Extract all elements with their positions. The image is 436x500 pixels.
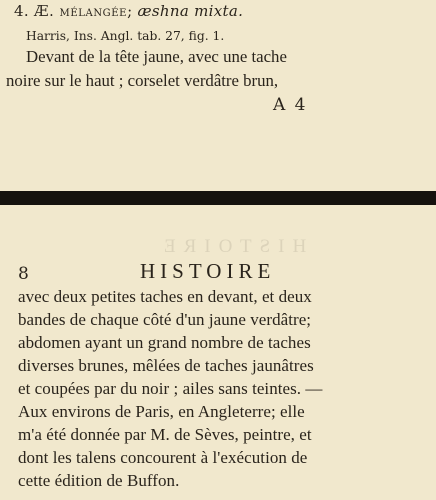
- text-line: avec deux petites taches en devant, et deux: [18, 287, 312, 306]
- text-line: Devant de la tête jaune, avec une tache: [26, 47, 287, 66]
- signature-mark: A 4: [273, 95, 308, 115]
- text-line: noire sur le haut ; corselet verdâtre brun,: [6, 71, 279, 90]
- text-line: abdomen ayant un grand nombre de taches: [18, 333, 311, 352]
- page-divider: [0, 191, 436, 205]
- entry-latin-name: æshna mixta.: [137, 2, 244, 20]
- text-line: dont les talens concourent à l'exécution de: [18, 448, 308, 467]
- text-line: et coupées par du noir ; ailes sans teintes. —: [18, 379, 323, 398]
- entry-heading: [14, 2, 434, 20]
- page-number: 8: [18, 264, 29, 284]
- text-line: cette édition de Buffon.: [18, 471, 180, 490]
- entry-reference: Harris, Ins. Angl. tab. 27, fig. 1.: [26, 29, 225, 43]
- text-line: bandes de chaque côté d'un jaune verdâtre;: [18, 310, 312, 329]
- text-line: Aux environs de Paris, en Angleterre; elle: [18, 402, 305, 421]
- entry-separator: ;: [127, 2, 133, 20]
- entry-name: Æ. mélangée: [34, 4, 128, 20]
- entry-number: 4.: [14, 2, 29, 20]
- show-through-ghost: HISTOIRE: [156, 236, 307, 257]
- top-page: [0, 0, 436, 191]
- text-line: m'a été donnée par M. de Sèves, peintre, et: [18, 425, 312, 444]
- running-head: HISTOIRE: [140, 259, 276, 283]
- text-line: diverses brunes, mêlées de taches jaunâtres: [18, 356, 314, 375]
